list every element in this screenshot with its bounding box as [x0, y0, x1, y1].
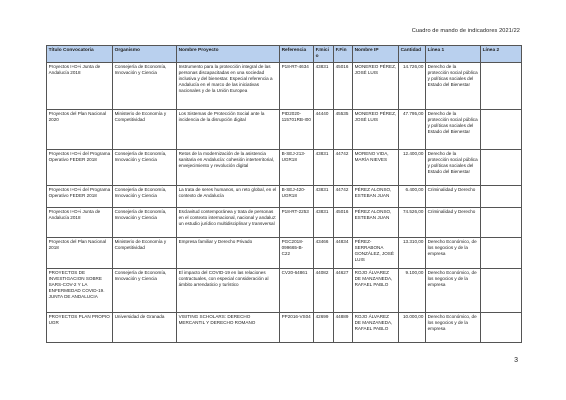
table-row — [47, 62, 522, 109]
cell-proyecto: Esclavitud contemporánea y trata de personas en el contexto internacional, nacional y andaluz: un estudio jurídico multidisciplinar y transversal — [177, 207, 280, 237]
cell-cantidad: 10.000,00 — [399, 312, 426, 342]
table-row — [47, 237, 522, 268]
cell-cantidad: 6.400,00 — [399, 185, 426, 207]
cell-nombre-ip: ROJO ÁLVAREZ DE MANZANEDA, RAFAEL PABLO — [353, 312, 399, 342]
table-row — [47, 268, 522, 312]
cell-linea-2 — [481, 62, 522, 109]
cell-fecha-fin: 44742 — [334, 149, 353, 185]
cell-nombre-ip: PÉREZ-SERRABONA GONZÁLEZ, JOSÉ LUIS — [353, 237, 399, 268]
column-header: Nombre Proyecto — [177, 46, 280, 63]
cell-fecha-inicio: 43831 — [314, 149, 334, 185]
cell-linea-2 — [481, 237, 522, 268]
cell-cantidad: 47.795,00 — [399, 109, 426, 149]
cell-organismo: Ministerio de Economía y Competitividad — [113, 109, 177, 149]
cell-linea-2 — [481, 185, 522, 207]
cell-convocatoria: Proyectos del Plan Nacional 2020 — [47, 109, 113, 149]
cell-fecha-inicio: 43831 — [314, 185, 334, 207]
cell-referencia: B-SEJ-213-UGR18 — [280, 149, 314, 185]
cell-linea-2 — [481, 109, 522, 149]
projects-table — [46, 45, 522, 343]
cell-convocatoria: Proyectos del Plan Nacional 2018 — [47, 237, 113, 268]
page-number: 3 — [514, 357, 518, 364]
column-header: Organismo — [113, 46, 177, 63]
cell-proyecto: Retos de la modernización de la asistencia sanitaria en Andalucía: cohesión interterritorial, envejecimiento y revolución digital — [177, 149, 280, 185]
cell-organismo: Consejería de Economía, Innovación y Ciencia — [113, 268, 177, 312]
cell-fecha-fin: 44834 — [334, 237, 353, 268]
cell-proyecto: Instrumento para la protección integral de las personas discapacitadas en una sociedad inclusiva y del bienestar. Especial referencia a Andalucía en el marco de las iniciativas nacionales y de la Unión Europea — [177, 62, 280, 109]
cell-fecha-fin: 45016 — [334, 207, 353, 237]
column-header: F.Inicio — [314, 46, 334, 63]
cell-fecha-fin: 44742 — [334, 185, 353, 207]
cell-referencia: PID2020-115701RB-I00 — [280, 109, 314, 149]
cell-linea-2 — [481, 207, 522, 237]
cell-nombre-ip: ROJO ÁLVAREZ DE MANZANEDA, RAFAEL PABLO — [353, 268, 399, 312]
table-row — [47, 149, 522, 185]
cell-proyecto: VISITING SCHOLARS: DERECHO MERCANTIL Y DERECHO ROMANO — [177, 312, 280, 342]
cell-cantidad: 9.100,00 — [399, 268, 426, 312]
cell-linea-1: Derecho de la protección social pública y políticas sociales del Estado del Bienestar — [426, 109, 481, 149]
cell-proyecto: El impacto del COVID-19 en las relaciones contractuales, con especial consideración al ámbito arrendaticio y turístico — [177, 268, 280, 312]
cell-cantidad: 12.400,00 — [399, 149, 426, 185]
cell-organismo: Consejería de Economía, Innovación y Ciencia — [113, 62, 177, 109]
cell-nombre-ip: PÉREZ ALONSO, ESTEBAN JUAN — [353, 185, 399, 207]
table-row — [47, 185, 522, 207]
column-header: Nombre IP — [353, 46, 399, 63]
cell-referencia: P18-RT-4634 — [280, 62, 314, 109]
cell-linea-1: Derecho de la protección social pública y políticas sociales del Estado del Bienestar — [426, 149, 481, 185]
cell-fecha-fin: 45016 — [334, 62, 353, 109]
cell-fecha-inicio: 43831 — [314, 62, 334, 109]
cell-convocatoria: Proyectos I+D+i Junta de Andalucía 2018 — [47, 62, 113, 109]
column-header: Línea 1 — [426, 46, 481, 63]
cell-convocatoria: PROYECTOS PLAN PROPIO UGR — [47, 312, 113, 342]
cell-convocatoria: PROYECTOS DE INVESTIGACION SOBRE SARS-COV-2 Y LA ENFERMEDAD COVID-19. JUNTA DE ANDALUCIA — [47, 268, 113, 312]
cell-linea-1: Derecho de la protección social pública y políticas sociales del Estado del Bienestar — [426, 62, 481, 109]
cell-proyecto: Los Sistemas de Protección Social ante la incidencia de la disrupción digital — [177, 109, 280, 149]
cell-linea-1: Derecho Económico, de los negocios y de la empresa — [426, 312, 481, 342]
cell-convocatoria: Proyectos I+D+i del Programa Operativo FEDER 2018 — [47, 185, 113, 207]
document-header-title: Cuadro de mando de indicadores 2021/22 — [411, 28, 520, 34]
cell-linea-2 — [481, 312, 522, 342]
cell-fecha-inicio: 43466 — [314, 237, 334, 268]
cell-linea-1: Derecho Económico, de los negocios y de la empresa — [426, 237, 481, 268]
cell-proyecto: Empresa familiar y Derecho Privado — [177, 237, 280, 268]
indicators-table-container — [46, 45, 521, 343]
table-row — [47, 109, 522, 149]
column-header: Referencia — [280, 46, 314, 63]
table-row — [47, 207, 522, 237]
cell-convocatoria: Proyectos I+D+i del Programa Operativo FEDER 2018 — [47, 149, 113, 185]
column-header: Título Convocatoria — [47, 46, 113, 63]
cell-organismo: Consejería de Economía, Innovación y Ciencia — [113, 207, 177, 237]
table-row — [47, 312, 522, 342]
cell-nombre-ip: PÉREZ ALONSO, ESTEBAN JUAN — [353, 207, 399, 237]
cell-linea-2 — [481, 149, 522, 185]
cell-nombre-ip: MONEREO PÉREZ, JOSÉ LUIS — [353, 109, 399, 149]
cell-cantidad: 13.310,00 — [399, 237, 426, 268]
cell-fecha-fin: 44889 — [334, 312, 353, 342]
column-header: F.Fin — [334, 46, 353, 63]
cell-fecha-fin: 45535 — [334, 109, 353, 149]
cell-linea-2 — [481, 268, 522, 312]
cell-referencia: PGC2018-099665-B-C22 — [280, 237, 314, 268]
cell-fecha-inicio: 44082 — [314, 268, 334, 312]
column-header: Línea 2 — [481, 46, 522, 63]
cell-referencia: P18-RT-2253 — [280, 207, 314, 237]
cell-nombre-ip: MONEREO PÉREZ, JOSÉ LUIS — [353, 62, 399, 109]
cell-fecha-inicio: 44440 — [314, 109, 334, 149]
cell-cantidad: 74.526,00 — [399, 207, 426, 237]
cell-linea-1: Criminalidad y Derecho — [426, 207, 481, 237]
cell-referencia: PP2016-VS04 — [280, 312, 314, 342]
cell-organismo: Consejería de Economía, Innovación y Ciencia — [113, 185, 177, 207]
cell-linea-1: Derecho Económico, de los negocios y de la empresa — [426, 268, 481, 312]
cell-linea-1: Criminalidad y Derecho — [426, 185, 481, 207]
cell-convocatoria: Proyectos I+D+i Junta de Andalucía 2018 — [47, 207, 113, 237]
cell-nombre-ip: MORENO VIDA, MARÍA NIEVES — [353, 149, 399, 185]
cell-fecha-fin: 44627 — [334, 268, 353, 312]
cell-fecha-inicio: 42699 — [314, 312, 334, 342]
table-header-row — [47, 46, 522, 63]
cell-referencia: B-SEJ-420-UGR18 — [280, 185, 314, 207]
cell-proyecto: La trata de seres humanos, un reto global, en el contexto de Andalucía — [177, 185, 280, 207]
column-header: Cantidad — [399, 46, 426, 63]
cell-organismo: Ministerio de Economía y Competitividad — [113, 237, 177, 268]
cell-organismo: Universidad de Granada — [113, 312, 177, 342]
cell-referencia: CV20-64861 — [280, 268, 314, 312]
cell-fecha-inicio: 43831 — [314, 207, 334, 237]
cell-organismo: Consejería de Economía, Innovación y Ciencia — [113, 149, 177, 185]
cell-cantidad: 14.726,00 — [399, 62, 426, 109]
